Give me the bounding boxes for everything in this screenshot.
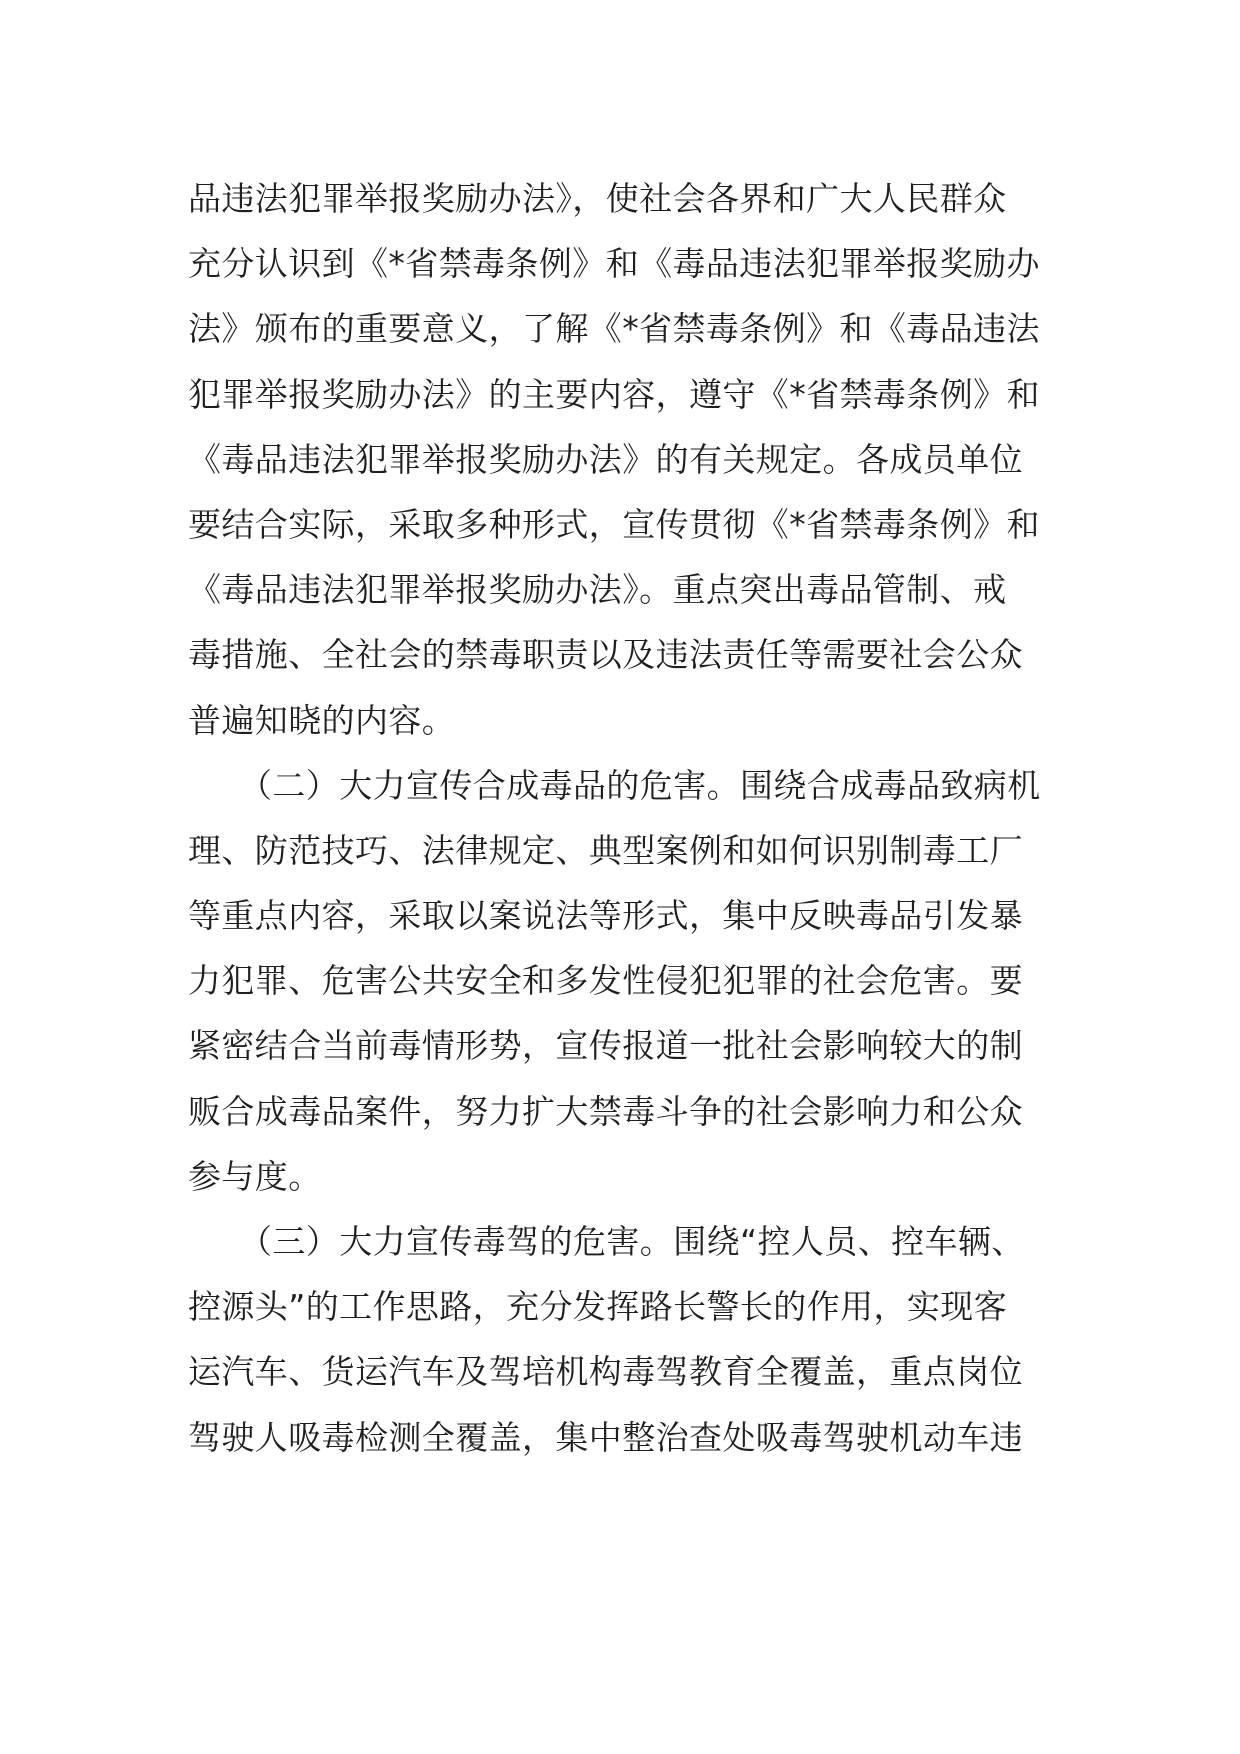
text-line: 运汽车、货运汽车及驾培机构毒驾教育全覆盖，重点岗位 — [188, 1352, 1023, 1392]
text-line: 力犯罪、危害公共安全和多发性侵犯犯罪的社会危害。要 — [188, 961, 1023, 1001]
text-line: 紧密结合当前毒情形势，宣传报道一批社会影响较大的制 — [188, 1026, 1023, 1066]
text-line: （二）大力宣传合成毒品的危害。围绕合成毒品致病机 — [239, 765, 1041, 805]
text-line: 普遍知晓的内容。 — [188, 700, 456, 740]
text-line: 品违法犯罪举报奖励办法》，使社会各界和广大人民群众 — [188, 179, 1007, 218]
text-line: 等重点内容，采取以案说法等形式，集中反映毒品引发暴 — [188, 896, 1023, 936]
text-line: 犯罪举报奖励办法》的主要内容，遵守《*省禁毒条例》和 — [188, 374, 1040, 414]
text-line: 法》颁布的重要意义，了解《*省禁毒条例》和《毒品违法 — [188, 309, 1040, 349]
text-line: 参与度。 — [188, 1156, 322, 1196]
paragraph-continuation — [188, 166, 1058, 753]
text-line: 《毒品违法犯罪举报奖励办法》的有关规定。各成员单位 — [188, 439, 1023, 479]
text-line: 控源头”的工作思路，充分发挥路长警长的作用，实现客 — [188, 1287, 1008, 1327]
text-line: 毒措施、全社会的禁毒职责以及违法责任等需要社会公众 — [188, 635, 1023, 675]
text-line: 贩合成毒品案件，努力扩大禁毒斗争的社会影响力和公众 — [188, 1091, 1023, 1131]
text-line: 要结合实际，采取多种形式，宣传贯彻《*省禁毒条例》和 — [188, 504, 1040, 544]
text-line: 充分认识到《*省禁毒条例》和《毒品违法犯罪举报奖励办 — [188, 244, 1040, 284]
document-body — [188, 166, 1058, 1470]
text-line: 《毒品违法犯罪举报奖励办法》。重点突出毒品管制、戒 — [188, 570, 1007, 610]
text-line: 驾驶人吸毒检测全覆盖，集中整治查处吸毒驾驶机动车违 — [188, 1417, 1023, 1457]
text-line: 理、防范技巧、法律规定、典型案例和如何识别制毒工厂 — [188, 830, 1023, 870]
paragraph-synthetic-drugs — [188, 753, 1058, 1209]
paragraph-drug-driving — [188, 1209, 1058, 1470]
text-line: （三）大力宣传毒驾的危害。围绕“控人员、控车辆、 — [239, 1222, 1025, 1261]
